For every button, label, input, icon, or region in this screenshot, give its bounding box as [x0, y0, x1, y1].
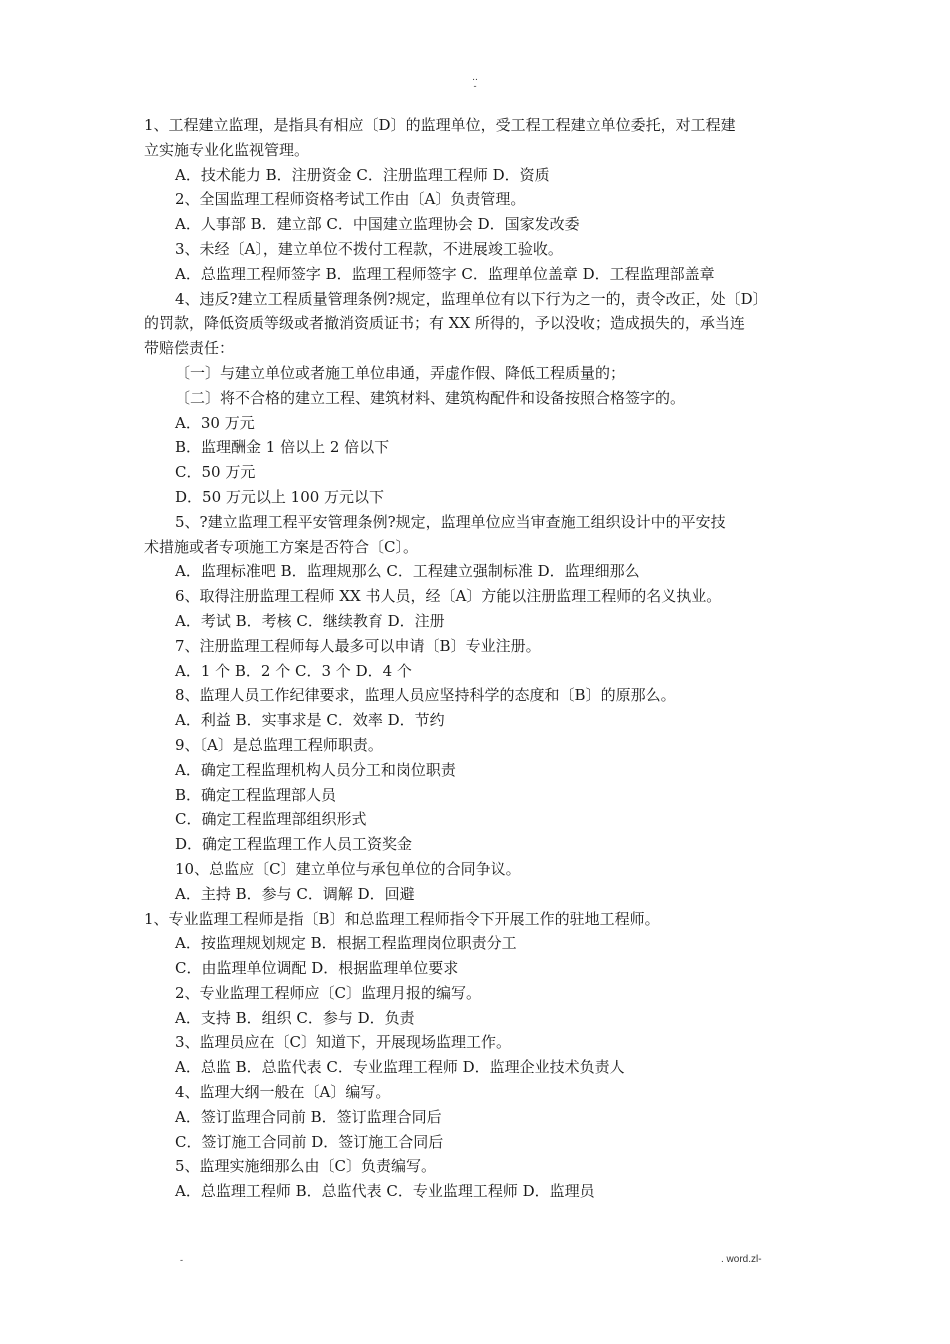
text-line: A．总监理工程师签字 B．监理工程师签字 C．监理单位盖章 D．工程监理部盖章 — [175, 264, 715, 283]
footer-right: . word.zl- — [721, 1254, 762, 1265]
text-line: A．签订监理合同前 B．签订监理合同后 — [175, 1107, 442, 1126]
text-line: 立实施专业化监视管理。 — [144, 140, 310, 159]
text-line: 的罚款，降低资质等级或者撤消资质证书；有 XX 所得的，予以没收；造成损失的，承当连 — [144, 314, 745, 333]
text-line: A．确定工程监理机构人员分工和岗位职责 — [175, 760, 456, 779]
text-line: 1、专业监理工程师是指〔B〕和总监理工程师指令下开展工作的驻地工程师。 — [144, 909, 660, 928]
text-line: 8、监理人员工作纪律要求，监理人员应坚持科学的态度和〔B〕的原那么。 — [175, 686, 676, 705]
text-line: A．主持 B．参与 C．调解 D．回避 — [175, 884, 415, 903]
text-line: A．考试 B．考核 C．继续教育 D．注册 — [175, 611, 445, 630]
text-line: A．支持 B．组织 C．参与 D．负责 — [175, 1008, 415, 1027]
footer-left: - — [180, 1256, 184, 1266]
text-line: 术措施或者专项施工方案是否符合〔C〕。 — [144, 537, 418, 556]
text-line: 5、?建立监理工程平安管理条例?规定，监理单位应当审查施工组织设计中的平安技 — [175, 512, 726, 531]
text-line: D．50 万元以上 100 万元以下 — [175, 487, 385, 506]
text-line: 〔二〕将不合格的建立工程、建筑材料、建筑构配件和设备按照合格签字的。 — [175, 388, 686, 407]
text-line: 带赔偿责任： — [144, 339, 235, 358]
header-dash: - — [473, 82, 477, 92]
text-line: B．监理酬金 1 倍以上 2 倍以下 — [175, 438, 390, 457]
text-line: A．总监 B．总监代表 C．专业监理工程师 D．监理企业技术负责人 — [175, 1058, 625, 1077]
text-line: D．确定工程监理工作人员工资奖金 — [175, 835, 413, 854]
text-line: 〔一〕与建立单位或者施工单位串通，弄虚作假、降低工程质量的； — [175, 363, 626, 382]
text-line: 4、监理大纲一般在〔A〕编写。 — [175, 1083, 391, 1102]
text-line: C．由监理单位调配 D．根据监理单位要求 — [175, 959, 459, 978]
text-line: 4、违反?建立工程质量管理条例?规定，监理单位有以下行为之一的，责令改正，处〔D〕 — [175, 289, 768, 308]
text-line: C．确定工程监理部组织形式 — [175, 810, 367, 829]
text-line: 6、取得注册监理工程师 XX 书人员，经〔A〕方能以注册监理工程师的名义执业。 — [175, 587, 722, 606]
text-line: A．人事部 B．建立部 C．中国建立监理协会 D．国家发改委 — [175, 215, 580, 234]
text-line: 2、全国监理工程师资格考试工作由〔A〕负责管理。 — [175, 190, 526, 209]
text-line: 10、总监应〔C〕建立单位与承包单位的合同争议。 — [175, 859, 521, 878]
text-line: C．50 万元 — [175, 463, 256, 482]
header-dots: .. — [472, 73, 478, 83]
text-line: 3、未经〔A〕，建立单位不拨付工程款，不进展竣工验收。 — [175, 239, 563, 258]
text-line: 5、监理实施细那么由〔C〕负责编写。 — [175, 1157, 437, 1176]
text-line: 9、〔A〕是总监理工程师职责。 — [175, 735, 383, 754]
text-line: A．1 个 B．2 个 C．3 个 D．4 个 — [175, 661, 412, 680]
text-line: A．利益 B．实事求是 C．效率 D．节约 — [175, 711, 445, 730]
text-line: 7、注册监理工程师每人最多可以申请〔B〕专业注册。 — [175, 636, 541, 655]
document-body — [144, 113, 810, 1204]
text-line: 3、监理员应在〔C〕知道下，开展现场监理工作。 — [175, 1033, 512, 1052]
text-line: A．30 万元 — [175, 413, 255, 432]
text-line: B．确定工程监理部人员 — [175, 785, 337, 804]
text-line: 2、专业监理工程师应〔C〕监理月报的编写。 — [175, 983, 482, 1002]
text-line: 1、工程建立监理，是指具有相应〔D〕的监理单位，受工程工程建立单位委托，对工程建 — [144, 116, 736, 134]
text-line: A．监理标准吧 B．监理规那么 C．工程建立强制标准 D．监理细那么 — [175, 562, 640, 581]
text-line: A．按监理规划规定 B．根据工程监理岗位职责分工 — [175, 934, 517, 953]
text-line: C．签订施工合同前 D．签订施工合同后 — [175, 1132, 444, 1151]
page-header — [0, 74, 950, 92]
text-line: A．技术能力 B．注册资金 C．注册监理工程师 D．资质 — [175, 165, 550, 184]
text-line: A．总监理工程师 B．总监代表 C．专业监理工程师 D．监理员 — [175, 1182, 595, 1201]
